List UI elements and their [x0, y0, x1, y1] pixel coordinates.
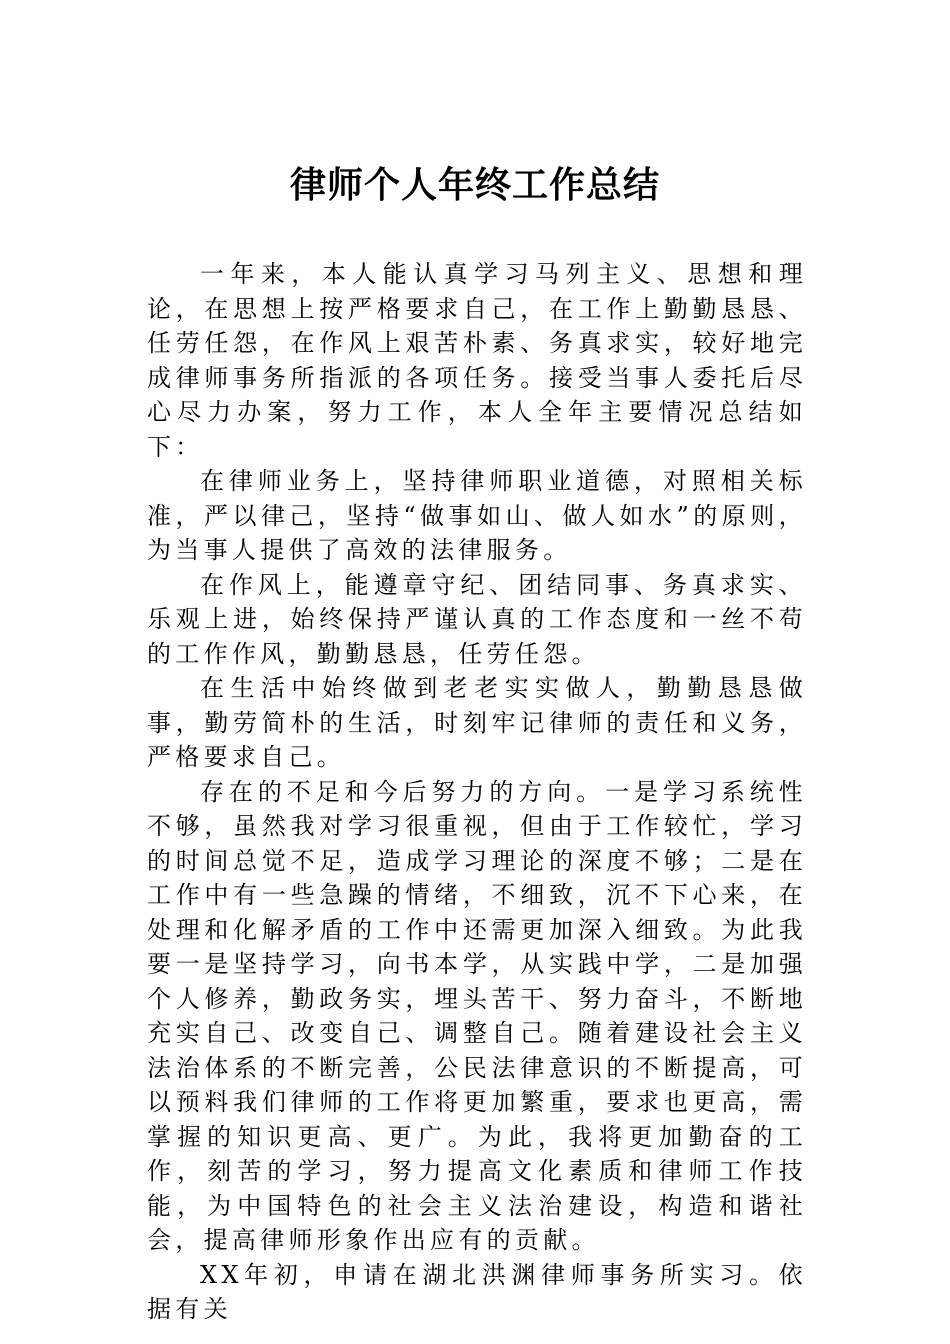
document-title: 律师个人年终工作总结 — [289, 164, 660, 206]
paragraph: 一年来，本人能认真学习马列主义、思想和理论，在思想上按严格要求自己，在工作上勤勤恳恳、任劳任怨，在作风上艰苦朴素、务真求实，较好地完成律师事务所指派的各项任务。接受当事人委托后尽心尽力办案，努力工作，本人全年主要情况总结如下： — [147, 260, 807, 461]
paragraph: 存在的不足和今后努力的方向。一是学习系统性不够，虽然我对学习很重视，但由于工作较忙，学习的时间总觉不足，造成学习理论的深度不够；二是在工作中有一些急躁的情绪，不细致，沉不下心来，在处理和化解矛盾的工作中还需更加深入细致。为此我要一是坚持学习，向书本学，从实践中学，二是加强个人修养，勤政务实，埋头苦干、努力奋斗，不断地充实自己、改变自己、调整自己。随着建设社会主义法治体系的不断完善，公民法律意识的不断提高，可以预料我们律师的工作将更加繁重，要求也更高，需掌握的知识更高、更广。为此，我将更加勤奋的工作，刻苦的学习，努力提高文化素质和律师工作技能，为中国特色的社会主义法治建设，构造和谐社会，提高律师形象作出应有的贡献。 — [147, 777, 807, 1254]
paragraph: 在生活中始终做到老老实实做人，勤勤恳恳做事，勤劳简朴的生活，时刻牢记律师的责任和义务，严格要求自己。 — [147, 674, 807, 771]
paragraph: XX年初，申请在湖北洪渊律师事务所实习。依据有关 — [147, 1260, 807, 1323]
paragraph: 在作风上，能遵章守纪、团结同事、务真求实、乐观上进，始终保持严谨认真的工作态度和一丝不苟的工作作风，勤勤恳恳，任劳任怨。 — [147, 570, 807, 668]
document-body — [147, 257, 807, 1327]
paragraph: 在律师业务上，坚持律师职业道德，对照相关标准，严以律己，坚持“做事如山、做人如水”的原则，为当事人提供了高效的法律服务。 — [147, 467, 807, 564]
